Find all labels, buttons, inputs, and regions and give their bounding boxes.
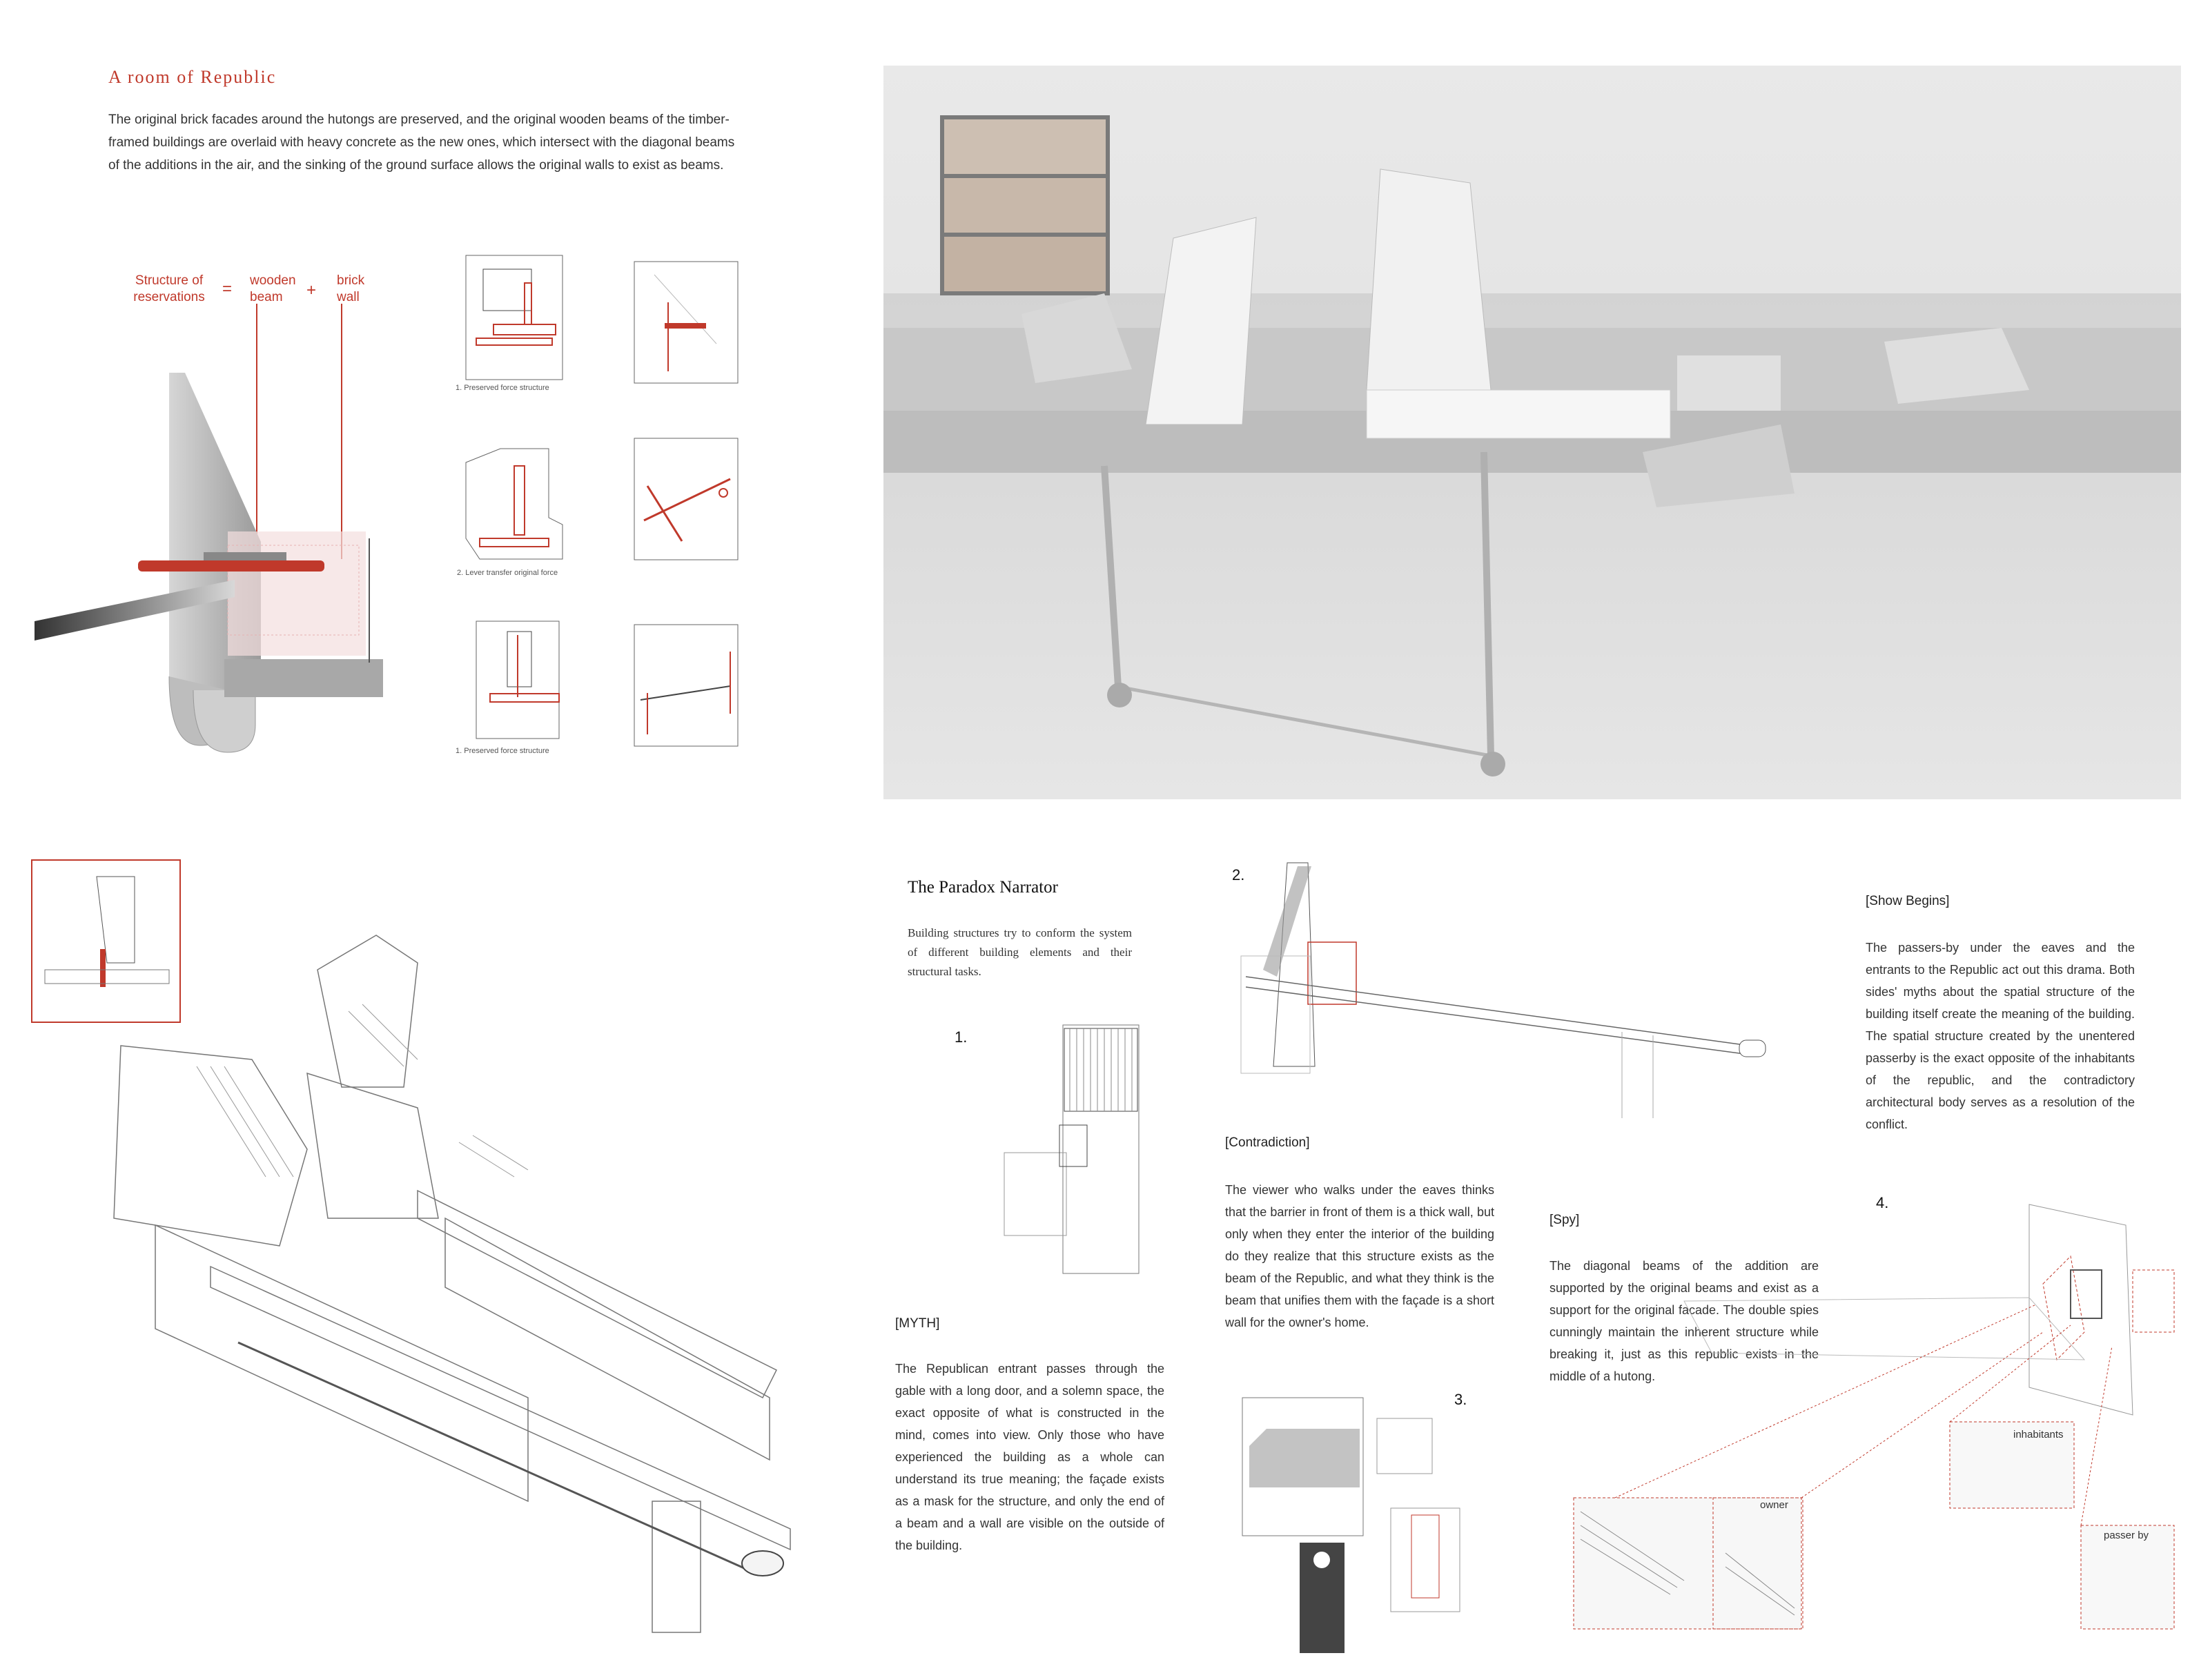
show-begins-tag: [Show Begins] xyxy=(1866,894,1950,908)
contradiction-tag: [Contradiction] xyxy=(1225,1135,1310,1150)
force-diagram-3-axon xyxy=(634,624,739,747)
contradiction-text: The viewer who walks under the eaves thinks that the barrier in front of them is a thick wall, but only when they enter the interior of the building do they realize that this structure exists as the beam of the Republic, and what they think is the beam that unifies them with the façade is a short wall for the owner's home. xyxy=(1225,1183,1494,1329)
diagram-number-4: 4. xyxy=(1876,1194,1889,1211)
spy-tag: [Spy] xyxy=(1549,1213,1580,1227)
equation-equals: = xyxy=(222,280,233,298)
myth-text: The Republican entrant passes through the gable with a long door, and a solemn space, the exact opposite of what is constructed in the mind, comes into view. Only those who have experienced the building as a whole can understand its true meaning; the façade exists as a mask for the structure, and only the end of a beam and a wall are visible on the outside of the building. xyxy=(895,1362,1164,1552)
label-passer-by: passer by xyxy=(2104,1530,2149,1541)
diagram-number-2: 2. xyxy=(1232,866,1245,883)
diagram-number-1: 1. xyxy=(955,1028,968,1046)
myth-tag: [MYTH] xyxy=(895,1316,940,1331)
label-owner: owner xyxy=(1760,1499,1788,1511)
diagram-number-3: 3. xyxy=(1454,1391,1467,1408)
diagram-4-perspective xyxy=(1587,1194,2181,1636)
model-photograph xyxy=(883,66,2181,799)
equation-plus: + xyxy=(306,281,317,300)
diagram-2-section xyxy=(1239,859,1777,1122)
caption-lever-2: 2. Lever transfer original force xyxy=(457,569,558,577)
paradox-intro: Building structures try to conform the system of different building elements and their structural tasks. xyxy=(908,926,1132,978)
force-diagram-1-axon xyxy=(634,261,739,384)
spy-text: The diagonal beams of the addition are supported by the original beams and exist as a support for the original facade. The double spies cunningly maintain the inherent structure while breaking it, just as this republic exists in the middle of a hutong. xyxy=(1549,1259,1819,1383)
equation-term-brick-wall: brick wall xyxy=(337,273,365,304)
force-diagram-2-plan xyxy=(452,435,576,573)
section-title-room: A room of Republic xyxy=(108,67,277,87)
force-diagram-2-axon xyxy=(634,438,739,560)
exploded-axonometric xyxy=(31,859,839,1639)
caption-preserved-1: 1. Preserved force structure xyxy=(456,384,549,392)
force-diagram-1-plan xyxy=(456,248,573,387)
force-diagram-3-plan xyxy=(452,607,576,745)
structure-section-drawing xyxy=(28,304,414,787)
diagram-3-section xyxy=(1239,1391,1474,1653)
label-inhabitants: inhabitants xyxy=(2013,1429,2064,1440)
caption-preserved-3: 1. Preserved force structure xyxy=(456,747,549,755)
diagram-1-section xyxy=(966,1022,1146,1277)
paradox-title: The Paradox Narrator xyxy=(908,878,1058,897)
intro-paragraph: The original brick facades around the hutongs are preserved, and the original wooden beams of the timber-framed buildings are overlaid with heavy concrete as the new ones, which intersect with the diagonal beams of the additions in the air, and the sinking of the ground surface allows the original walls to exist as beams. xyxy=(108,113,735,173)
equation-lhs: Structure of reservations xyxy=(133,273,205,304)
equation-term-wooden-beam: wooden beam xyxy=(250,273,296,304)
show-begins-text: The passers-by under the eaves and the entrants to the Republic act out this drama. Both sides' myths about the spatial structure of the building itself create the meaning of the building. The spatial structure created by the unentered passerby is the exact opposite of the inhabitants of the republic, and the contradictory architectural body serves as a resolution of the conflict. xyxy=(1866,941,2135,1131)
